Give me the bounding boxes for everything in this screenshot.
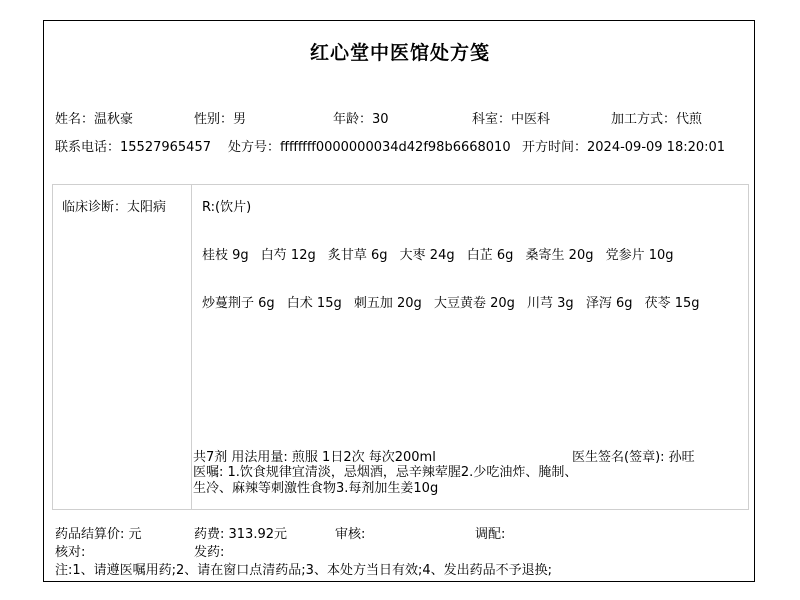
herb-item: 桑寄生 20g xyxy=(525,248,594,263)
issue-label: 发药: xyxy=(194,545,225,560)
herb-item: 白术 15g xyxy=(286,296,342,311)
herb-item: 大枣 24g xyxy=(399,248,455,263)
patient-name: 姓名：温秋豪 xyxy=(55,112,134,127)
herb-list-1 xyxy=(202,244,682,263)
prescription-type: R:(饮片) xyxy=(202,200,252,215)
prescription-divider xyxy=(191,184,192,510)
patient-gender: 性别：男 xyxy=(194,112,247,127)
processing-method: 加工方式：代煎 xyxy=(611,112,703,127)
herb-item: 炒蔓荆子 6g xyxy=(202,296,275,311)
department: 科室：中医科 xyxy=(472,112,551,127)
settlement-price: 药品结算价: 元 xyxy=(55,527,142,542)
medicine-fee: 药费: 313.92元 xyxy=(194,527,287,542)
patient-age: 年龄：30 xyxy=(333,112,389,127)
clinical-diagnosis: 临床诊断：太阳病 xyxy=(62,200,167,215)
contact-phone: 联系电话：15527965457 xyxy=(55,140,211,155)
herb-item: 茯苓 15g xyxy=(644,296,700,311)
herb-item: 泽泻 6g xyxy=(585,296,633,311)
medical-advice: 医嘱: 1.饮食规律宜清淡，忌烟酒，忌辛辣荤腥2.少吃油炸、腌制、生冷、麻辣等刺激性食物3.每剂加生姜10g xyxy=(193,465,578,496)
herb-item: 白芍 12g xyxy=(260,248,316,263)
dispense-label: 调配: xyxy=(475,527,506,542)
herb-item: 白芷 6g xyxy=(466,248,514,263)
herb-item: 刺五加 20g xyxy=(353,296,422,311)
herb-item: 川芎 3g xyxy=(527,296,574,311)
page-title: 红心堂中医馆处方笺 xyxy=(309,42,490,64)
herb-item: 大豆黄卷 20g xyxy=(433,296,515,311)
review-label: 审核: xyxy=(335,527,366,542)
check-label: 核对: xyxy=(55,545,86,560)
usage-dosage: 共7剂 用法用量: 煎服 1日2次 每次200ml xyxy=(193,450,436,465)
prescription-number: 处方号：ffffffff0000000034d42f98b6668010 xyxy=(228,140,511,155)
prescription-time: 开方时间：2024-09-09 18:20:01 xyxy=(522,140,726,155)
doctor-signature: 医生签名(签章): 孙旺 xyxy=(572,450,695,465)
herb-item: 炙甘草 6g xyxy=(327,248,388,263)
herb-item: 党参片 10g xyxy=(605,248,674,263)
herb-list-2 xyxy=(202,292,708,311)
herb-item: 桂枝 9g xyxy=(202,248,249,263)
footer-note: 注:1、请遵医嘱用药;2、请在窗口点清药品;3、本处方当日有效;4、发出药品不予退换; xyxy=(55,563,552,578)
